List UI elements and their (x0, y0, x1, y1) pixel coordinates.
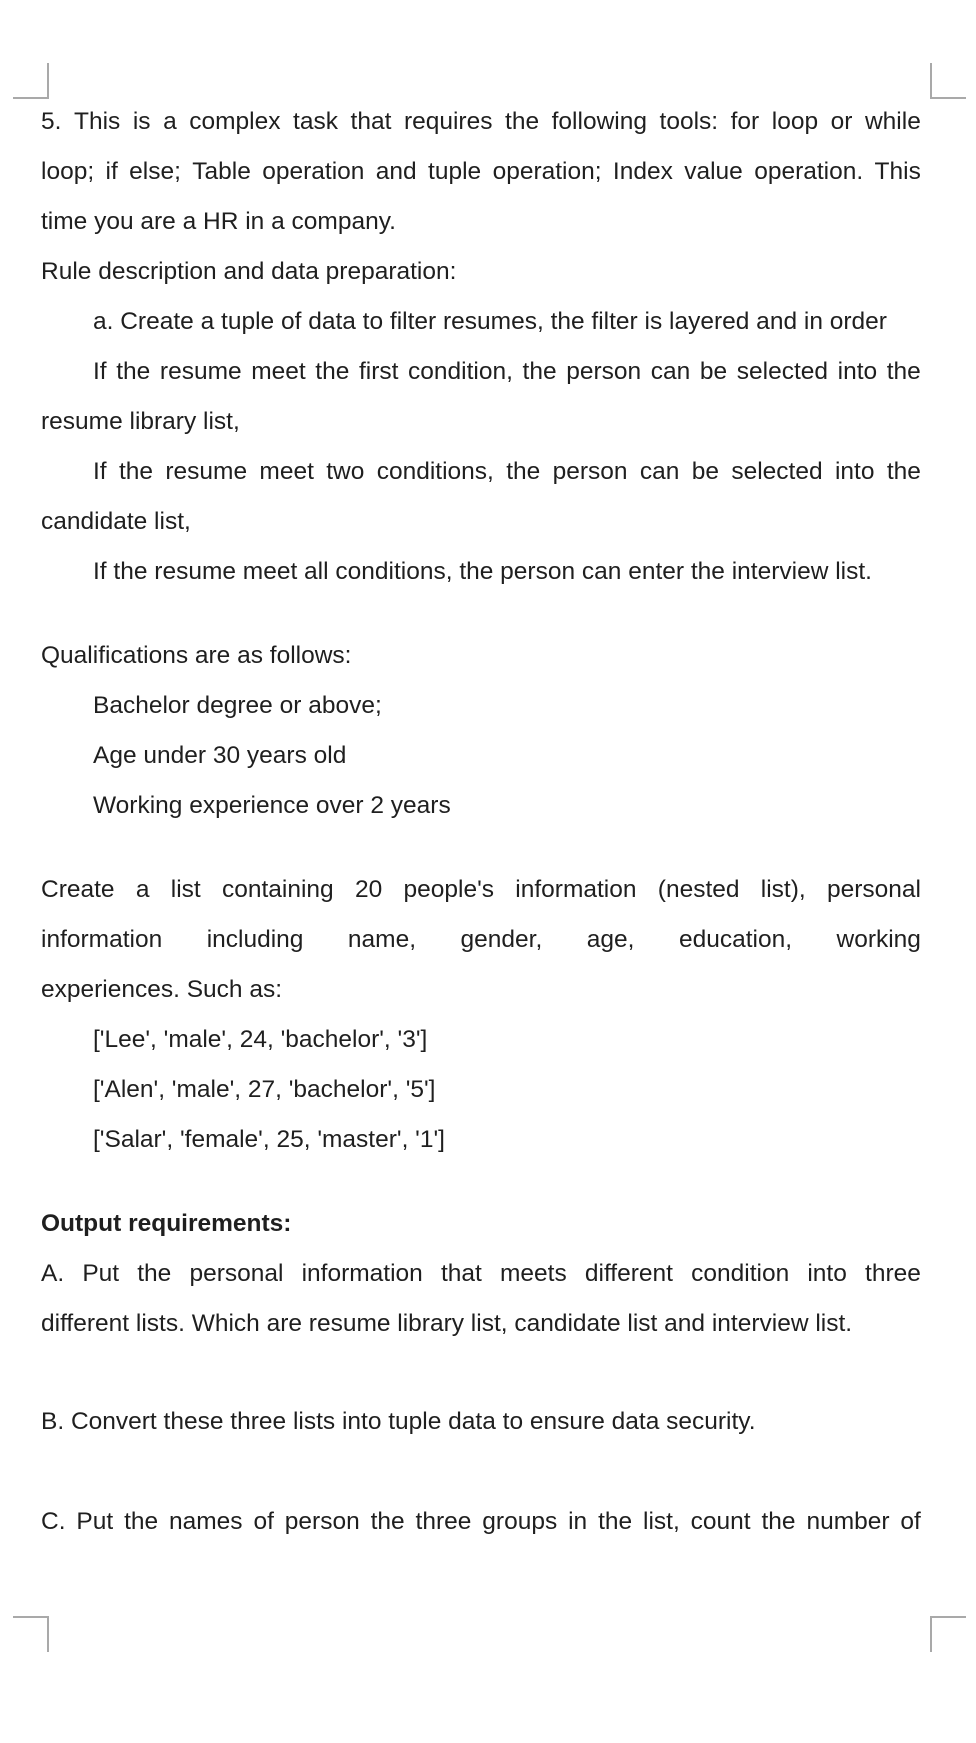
word: the (505, 108, 540, 135)
corner-mark-top-left (13, 63, 49, 99)
condition-2 (93, 456, 921, 488)
people-list-line-3: experiences. Such as: (41, 976, 283, 1003)
word: people's (403, 876, 495, 903)
word: the (124, 1508, 159, 1535)
people-list-line-1 (41, 874, 921, 906)
word: resume (165, 458, 248, 485)
condition-2-continued: candidate list, (41, 508, 191, 535)
word: the (137, 1260, 172, 1287)
word: working (836, 926, 921, 953)
word: Table (192, 158, 251, 185)
corner-mark-bottom-left (13, 1616, 49, 1652)
corner-mark-top-right (930, 63, 966, 99)
word: If (93, 458, 107, 485)
qualification-item: Bachelor degree or above; (93, 692, 382, 719)
word: the (886, 458, 921, 485)
word: the (598, 1508, 633, 1535)
word: two (326, 458, 365, 485)
word: name, (347, 926, 417, 953)
word: information (301, 1260, 423, 1287)
word: groups (482, 1508, 558, 1535)
word: list), (760, 876, 806, 903)
output-heading: Output requirements: (41, 1210, 292, 1237)
word: the (315, 358, 350, 385)
word: (nested (657, 876, 740, 903)
word: 20 (354, 876, 383, 903)
word: information (515, 876, 637, 903)
word: person (552, 458, 628, 485)
word: operation (262, 158, 365, 185)
output-b: B. Convert these three lists into tuple data to ensure data security. (41, 1408, 756, 1435)
word: a (163, 108, 177, 135)
word: complex (189, 108, 281, 135)
qualification-item: Working experience over 2 years (93, 792, 451, 819)
word: the (118, 458, 154, 485)
rule-a: a. Create a tuple of data to filter resumes, the filter is layered and in order (93, 308, 887, 335)
word: be (699, 358, 728, 385)
word: three (865, 1260, 921, 1287)
word: operation; (492, 158, 602, 185)
word: education, (678, 926, 793, 953)
word: operation. (754, 158, 864, 185)
word: age, (586, 926, 635, 953)
word: of (900, 1508, 921, 1535)
rule-heading: Rule description and data preparation: (41, 258, 457, 285)
output-a-line-1 (41, 1258, 921, 1290)
word: number (806, 1508, 890, 1535)
word: can (650, 358, 691, 385)
word: conditions, (376, 458, 494, 485)
task-line-3: time you are a HR in a company. (41, 208, 396, 235)
word: person (566, 358, 642, 385)
word: names (169, 1508, 243, 1535)
word: containing (221, 876, 334, 903)
example-entry: ['Alen', 'male', 27, 'bachelor', '5'] (93, 1076, 436, 1103)
word: the (886, 358, 921, 385)
word: person (284, 1508, 360, 1535)
word: requires (403, 108, 493, 135)
example-entry: ['Lee', 'male', 24, 'bachelor', '3'] (93, 1026, 428, 1053)
word: task (293, 108, 338, 135)
word: into (837, 358, 878, 385)
word: condition, (408, 358, 513, 385)
word: list (170, 876, 201, 903)
word: while (864, 108, 921, 135)
word: A. (41, 1260, 65, 1287)
qualifications-heading: Qualifications are as follows: (41, 642, 352, 669)
word: Put (76, 1508, 114, 1535)
word: and (375, 158, 417, 185)
word: count (690, 1508, 751, 1535)
condition-1 (93, 356, 921, 388)
word: first (358, 358, 399, 385)
word: information (41, 926, 163, 953)
word: can (639, 458, 680, 485)
task-line-2 (41, 156, 921, 188)
word: of (253, 1508, 274, 1535)
word: the (116, 358, 151, 385)
word: personal (189, 1260, 284, 1287)
word: Put (82, 1260, 120, 1287)
word: the (370, 1508, 405, 1535)
word: that (440, 1260, 482, 1287)
word: selected (736, 358, 829, 385)
word: into (834, 458, 875, 485)
word: three (415, 1508, 472, 1535)
word: for (730, 108, 760, 135)
word: different (584, 1260, 673, 1287)
word: value (684, 158, 743, 185)
word: C. (41, 1508, 66, 1535)
word: tuple (428, 158, 482, 185)
word: a (135, 876, 150, 903)
word: else; (129, 158, 181, 185)
condition-1-continued: resume library list, (41, 408, 240, 435)
word: list, (643, 1508, 680, 1535)
word: or (830, 108, 853, 135)
word: This (874, 158, 921, 185)
word: If (93, 358, 107, 385)
word: meet (251, 358, 306, 385)
word: resume (159, 358, 242, 385)
word: loop (771, 108, 819, 135)
word: tools: (659, 108, 719, 135)
word: personal (826, 876, 921, 903)
people-list-line-2 (41, 924, 921, 956)
example-entry: ['Salar', 'female', 25, 'master', '1'] (93, 1126, 445, 1153)
word: is (132, 108, 151, 135)
word: including (206, 926, 304, 953)
word: Index (612, 158, 673, 185)
word: in (568, 1508, 588, 1535)
word: if (105, 158, 118, 185)
qualification-item: Age under 30 years old (93, 742, 347, 769)
word: the (761, 1508, 796, 1535)
output-c (41, 1506, 921, 1538)
output-a-line-2: different lists. Which are resume library list, candidate list and interview list. (41, 1310, 853, 1337)
word: loop; (41, 158, 95, 185)
word: gender, (460, 926, 543, 953)
word: selected (731, 458, 823, 485)
word: This (73, 108, 121, 135)
word: into (807, 1260, 847, 1287)
word: that (350, 108, 392, 135)
word: the (506, 458, 541, 485)
word: be (691, 458, 719, 485)
word: the (522, 358, 557, 385)
word: following (551, 108, 647, 135)
condition-3: If the resume meet all conditions, the person can enter the interview list. (93, 558, 872, 585)
word: 5. (41, 108, 62, 135)
task-line-1 (41, 106, 921, 138)
word: meet (259, 458, 314, 485)
corner-mark-bottom-right (930, 1616, 966, 1652)
word: meets (500, 1260, 567, 1287)
word: condition (691, 1260, 790, 1287)
word: Create (41, 876, 115, 903)
